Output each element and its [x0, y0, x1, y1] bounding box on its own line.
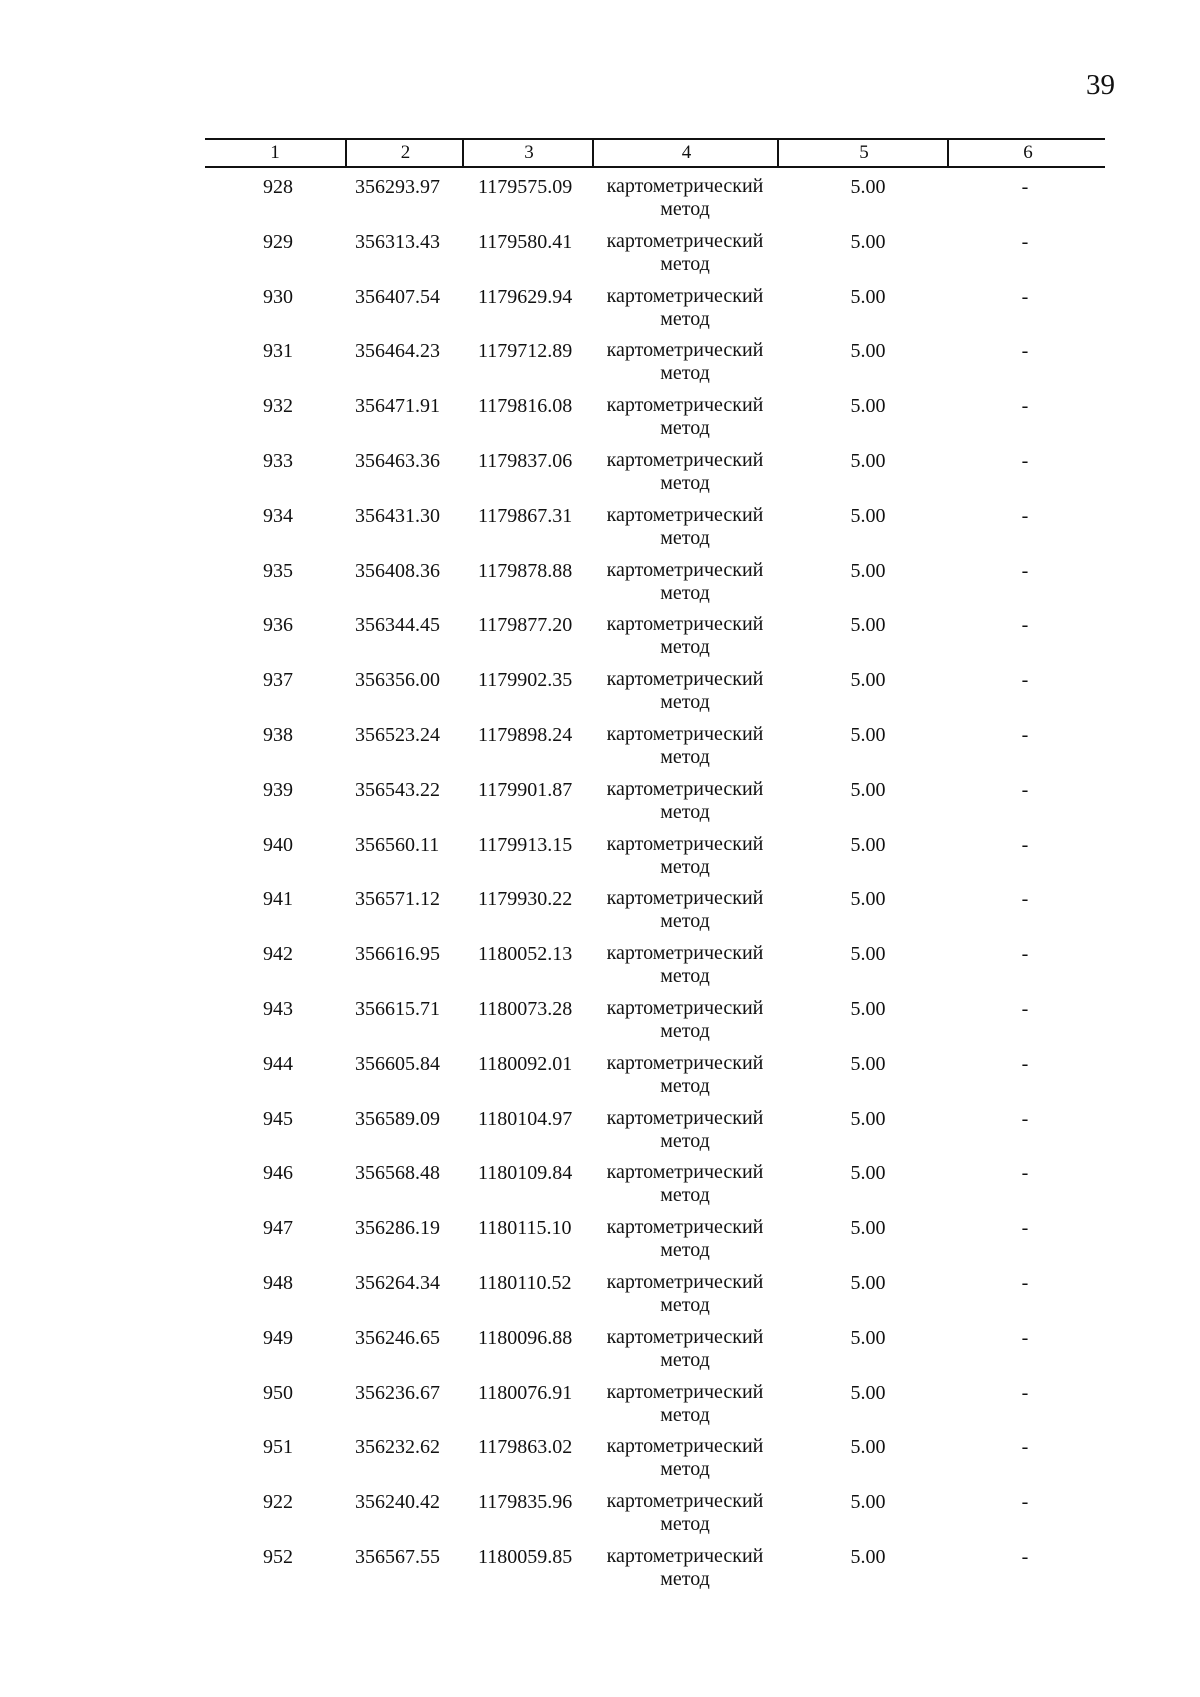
- accuracy-value: 5.00: [850, 1491, 886, 1514]
- method-cell: [590, 1326, 780, 1372]
- column-header-6: 6: [947, 140, 1107, 166]
- coordinate-x: 356571.12: [355, 888, 440, 911]
- note-value: -: [1021, 1271, 1029, 1294]
- coordinate-y: 1180059.85: [478, 1545, 573, 1568]
- note-value: -: [1021, 449, 1029, 472]
- accuracy-value: 5.00: [850, 669, 886, 692]
- method-cell: [590, 1545, 780, 1591]
- method-cell: [590, 285, 780, 331]
- point-number: 945: [263, 1107, 293, 1130]
- method-cell: [590, 613, 780, 659]
- accuracy-value: 5.00: [850, 723, 886, 746]
- point-number: 922: [263, 1491, 293, 1514]
- method-line: картометрический: [606, 1051, 764, 1074]
- coordinate-y: 1180096.88: [478, 1326, 573, 1349]
- coordinate-x: 356568.48: [355, 1162, 440, 1185]
- method-line: метод: [660, 910, 710, 933]
- method-line: метод: [660, 636, 710, 659]
- table-row: [0, 887, 1200, 942]
- coordinate-x: 356543.22: [355, 778, 440, 801]
- coordinate-x: 356344.45: [355, 614, 440, 637]
- note-value: -: [1021, 943, 1029, 966]
- method-cell: [590, 1381, 780, 1427]
- note-value: -: [1021, 1217, 1029, 1240]
- note-value: -: [1021, 669, 1029, 692]
- coordinate-x: 356293.97: [355, 176, 440, 198]
- method-line: картометрический: [606, 558, 764, 581]
- point-number: 952: [263, 1545, 293, 1568]
- coordinate-y: 1179863.02: [478, 1436, 573, 1459]
- method-cell: [590, 942, 780, 988]
- table-row: [0, 449, 1200, 504]
- method-cell: [590, 723, 780, 769]
- point-number: 940: [263, 833, 293, 856]
- note-value: -: [1021, 1381, 1029, 1404]
- method-line: метод: [660, 198, 710, 220]
- table-row: [0, 1161, 1200, 1216]
- method-cell: [590, 997, 780, 1043]
- method-cell: [590, 339, 780, 385]
- table-row: [0, 1381, 1200, 1436]
- coordinate-y: 1180104.97: [478, 1107, 573, 1130]
- method-cell: [590, 1052, 780, 1098]
- table-row: [0, 1216, 1200, 1271]
- point-number: 928: [263, 176, 293, 198]
- coordinate-x: 356615.71: [355, 997, 440, 1020]
- table-row: [0, 723, 1200, 778]
- accuracy-value: 5.00: [850, 1326, 886, 1349]
- method-line: метод: [660, 1567, 710, 1590]
- coordinate-x: 356464.23: [355, 340, 440, 363]
- method-line: картометрический: [606, 832, 764, 855]
- accuracy-value: 5.00: [850, 395, 886, 418]
- method-cell: [590, 1435, 780, 1481]
- coordinate-x: 356431.30: [355, 504, 440, 527]
- note-value: -: [1021, 1052, 1029, 1075]
- method-line: картометрический: [606, 1435, 764, 1458]
- coordinate-x: 356560.11: [355, 833, 440, 856]
- point-number: 929: [263, 230, 293, 253]
- point-number: 948: [263, 1271, 293, 1294]
- method-cell: [590, 778, 780, 824]
- method-line: метод: [660, 417, 710, 440]
- note-value: -: [1021, 888, 1029, 911]
- point-number: 936: [263, 614, 293, 637]
- accuracy-value: 5.00: [850, 1107, 886, 1130]
- method-line: метод: [660, 1513, 710, 1536]
- coordinate-y: 1179901.87: [478, 778, 573, 801]
- point-number: 930: [263, 285, 293, 308]
- accuracy-value: 5.00: [850, 1217, 886, 1240]
- coordinate-x: 356264.34: [355, 1271, 440, 1294]
- method-line: метод: [660, 1129, 710, 1152]
- method-line: картометрический: [606, 942, 764, 965]
- column-header-3: 3: [462, 140, 594, 166]
- accuracy-value: 5.00: [850, 1052, 886, 1075]
- method-line: картометрический: [606, 668, 764, 691]
- coordinate-y: 1179580.41: [478, 230, 573, 253]
- method-line: метод: [660, 1019, 710, 1042]
- column-header-5: 5: [777, 140, 949, 166]
- table-row: [0, 285, 1200, 340]
- method-line: метод: [660, 1074, 710, 1097]
- method-line: картометрический: [606, 613, 764, 636]
- coordinate-x: 356313.43: [355, 230, 440, 253]
- method-cell: [590, 1490, 780, 1536]
- point-number: 944: [263, 1052, 293, 1075]
- point-number: 939: [263, 778, 293, 801]
- coordinate-y: 1179913.15: [478, 833, 573, 856]
- method-cell: [590, 230, 780, 276]
- note-value: -: [1021, 997, 1029, 1020]
- accuracy-value: 5.00: [850, 614, 886, 637]
- coordinate-y: 1179837.06: [478, 449, 573, 472]
- method-line: картометрический: [606, 1325, 764, 1348]
- method-line: метод: [660, 307, 710, 330]
- coordinate-x: 356523.24: [355, 723, 440, 746]
- note-value: -: [1021, 833, 1029, 856]
- accuracy-value: 5.00: [850, 340, 886, 363]
- table-row: [0, 613, 1200, 668]
- point-number: 938: [263, 723, 293, 746]
- accuracy-value: 5.00: [850, 997, 886, 1020]
- coordinate-y: 1180115.10: [478, 1217, 572, 1240]
- point-number: 949: [263, 1326, 293, 1349]
- note-value: -: [1021, 504, 1029, 527]
- accuracy-value: 5.00: [850, 230, 886, 253]
- accuracy-value: 5.00: [850, 1545, 886, 1568]
- note-value: -: [1021, 1107, 1029, 1130]
- table-row: [0, 230, 1200, 285]
- method-cell: [590, 559, 780, 605]
- method-line: метод: [660, 252, 710, 275]
- method-line: метод: [660, 526, 710, 549]
- method-line: картометрический: [606, 1216, 764, 1239]
- accuracy-value: 5.00: [850, 943, 886, 966]
- note-value: -: [1021, 340, 1029, 363]
- accuracy-value: 5.00: [850, 504, 886, 527]
- method-line: картометрический: [606, 722, 764, 745]
- method-line: картометрический: [606, 1380, 764, 1403]
- note-value: -: [1021, 176, 1029, 198]
- coordinate-y: 1179712.89: [478, 340, 573, 363]
- coordinate-y: 1179930.22: [478, 888, 573, 911]
- accuracy-value: 5.00: [850, 1271, 886, 1294]
- column-header-2: 2: [345, 140, 464, 166]
- point-number: 947: [263, 1217, 293, 1240]
- method-cell: [590, 175, 780, 221]
- note-value: -: [1021, 285, 1029, 308]
- method-line: картометрический: [606, 229, 764, 252]
- point-number: 950: [263, 1381, 293, 1404]
- point-number: 933: [263, 449, 293, 472]
- coordinate-x: 356463.36: [355, 449, 440, 472]
- method-line: картометрический: [606, 1106, 764, 1129]
- table-row: [0, 504, 1200, 559]
- coordinate-y: 1180073.28: [478, 997, 573, 1020]
- method-cell: [590, 504, 780, 550]
- method-line: метод: [660, 691, 710, 714]
- note-value: -: [1021, 230, 1029, 253]
- coordinate-x: 356246.65: [355, 1326, 440, 1349]
- table-row: [0, 1490, 1200, 1545]
- table-row: [0, 668, 1200, 723]
- method-line: картометрический: [606, 284, 764, 307]
- coordinate-x: 356407.54: [355, 285, 440, 308]
- table-row: [0, 339, 1200, 394]
- accuracy-value: 5.00: [850, 888, 886, 911]
- table-row: [0, 1052, 1200, 1107]
- accuracy-value: 5.00: [850, 176, 886, 198]
- method-line: картометрический: [606, 887, 764, 910]
- coordinate-y: 1179867.31: [478, 504, 573, 527]
- table-row: [0, 778, 1200, 833]
- accuracy-value: 5.00: [850, 778, 886, 801]
- point-number: 951: [263, 1436, 293, 1459]
- note-value: -: [1021, 614, 1029, 637]
- coordinate-y: 1179575.09: [478, 176, 573, 198]
- accuracy-value: 5.00: [850, 559, 886, 582]
- table-row: [0, 559, 1200, 614]
- method-cell: [590, 668, 780, 714]
- method-line: картометрический: [606, 175, 764, 197]
- method-line: картометрический: [606, 1544, 764, 1567]
- coordinate-x: 356356.00: [355, 669, 440, 692]
- column-header-4: 4: [592, 140, 779, 166]
- coordinate-x: 356471.91: [355, 395, 440, 418]
- accuracy-value: 5.00: [850, 449, 886, 472]
- method-line: метод: [660, 965, 710, 988]
- coordinate-y: 1179878.88: [478, 559, 573, 582]
- method-cell: [590, 394, 780, 440]
- point-number: 935: [263, 559, 293, 582]
- coordinate-x: 356236.67: [355, 1381, 440, 1404]
- table-row: [0, 942, 1200, 997]
- method-line: метод: [660, 1293, 710, 1316]
- method-line: метод: [660, 362, 710, 385]
- point-number: 942: [263, 943, 293, 966]
- method-line: метод: [660, 1239, 710, 1262]
- method-cell: [590, 1107, 780, 1153]
- method-line: метод: [660, 800, 710, 823]
- accuracy-value: 5.00: [850, 1381, 886, 1404]
- coordinate-x: 356616.95: [355, 943, 440, 966]
- method-cell: [590, 1161, 780, 1207]
- point-number: 934: [263, 504, 293, 527]
- note-value: -: [1021, 1326, 1029, 1349]
- method-line: метод: [660, 1458, 710, 1481]
- table-header: [205, 138, 1105, 168]
- point-number: 941: [263, 888, 293, 911]
- note-value: -: [1021, 1162, 1029, 1185]
- note-value: -: [1021, 1545, 1029, 1568]
- table-row: [0, 1326, 1200, 1381]
- method-line: метод: [660, 1348, 710, 1371]
- coordinate-x: 356232.62: [355, 1436, 440, 1459]
- method-line: метод: [660, 1184, 710, 1207]
- method-line: картометрический: [606, 1270, 764, 1293]
- accuracy-value: 5.00: [850, 1162, 886, 1185]
- method-line: картометрический: [606, 777, 764, 800]
- point-number: 937: [263, 669, 293, 692]
- column-header-1: 1: [270, 142, 280, 163]
- method-cell: [590, 449, 780, 495]
- coordinate-y: 1179902.35: [478, 669, 573, 692]
- coordinate-y: 1179898.24: [478, 723, 573, 746]
- method-cell: [590, 1271, 780, 1317]
- method-line: метод: [660, 1403, 710, 1426]
- note-value: -: [1021, 1436, 1029, 1459]
- table-row: [0, 1435, 1200, 1490]
- method-cell: [590, 1216, 780, 1262]
- coordinate-x: 356286.19: [355, 1217, 440, 1240]
- table-row: [0, 1107, 1200, 1162]
- method-line: метод: [660, 471, 710, 494]
- coordinate-x: 356605.84: [355, 1052, 440, 1075]
- table-row: [0, 394, 1200, 449]
- accuracy-value: 5.00: [850, 285, 886, 308]
- coordinate-y: 1179816.08: [478, 395, 573, 418]
- table-row: [0, 1271, 1200, 1326]
- coordinate-x: 356589.09: [355, 1107, 440, 1130]
- page-number: 39: [1086, 69, 1115, 101]
- coordinate-y: 1180052.13: [478, 943, 573, 966]
- method-line: метод: [660, 855, 710, 878]
- method-line: картометрический: [606, 1161, 764, 1184]
- table-row: [0, 175, 1200, 230]
- coordinate-y: 1179835.96: [478, 1491, 573, 1514]
- method-line: картометрический: [606, 996, 764, 1019]
- accuracy-value: 5.00: [850, 833, 886, 856]
- point-number: 943: [263, 997, 293, 1020]
- coordinate-x: 356567.55: [355, 1545, 440, 1568]
- note-value: -: [1021, 1491, 1029, 1514]
- note-value: -: [1021, 559, 1029, 582]
- coordinate-y: 1180109.84: [478, 1162, 573, 1185]
- table-body: [0, 175, 1200, 1600]
- table-row: [0, 997, 1200, 1052]
- method-line: картометрический: [606, 394, 764, 417]
- method-line: картометрический: [606, 503, 764, 526]
- method-cell: [590, 887, 780, 933]
- table-row: [0, 1545, 1200, 1600]
- coordinate-y: 1180092.01: [478, 1052, 573, 1075]
- coordinate-y: 1179629.94: [478, 285, 573, 308]
- method-line: метод: [660, 745, 710, 768]
- table-row: [0, 833, 1200, 888]
- point-number: 932: [263, 395, 293, 418]
- method-line: метод: [660, 581, 710, 604]
- note-value: -: [1021, 395, 1029, 418]
- method-line: картометрический: [606, 339, 764, 362]
- coordinate-x: 356240.42: [355, 1491, 440, 1514]
- coordinate-y: 1179877.20: [478, 614, 573, 637]
- method-line: картометрический: [606, 1490, 764, 1513]
- method-cell: [590, 833, 780, 879]
- point-number: 946: [263, 1162, 293, 1185]
- accuracy-value: 5.00: [850, 1436, 886, 1459]
- coordinate-y: 1180110.52: [478, 1271, 572, 1294]
- method-line: картометрический: [606, 448, 764, 471]
- point-number: 931: [263, 340, 293, 363]
- coordinate-x: 356408.36: [355, 559, 440, 582]
- note-value: -: [1021, 778, 1029, 801]
- note-value: -: [1021, 723, 1029, 746]
- coordinate-y: 1180076.91: [478, 1381, 573, 1404]
